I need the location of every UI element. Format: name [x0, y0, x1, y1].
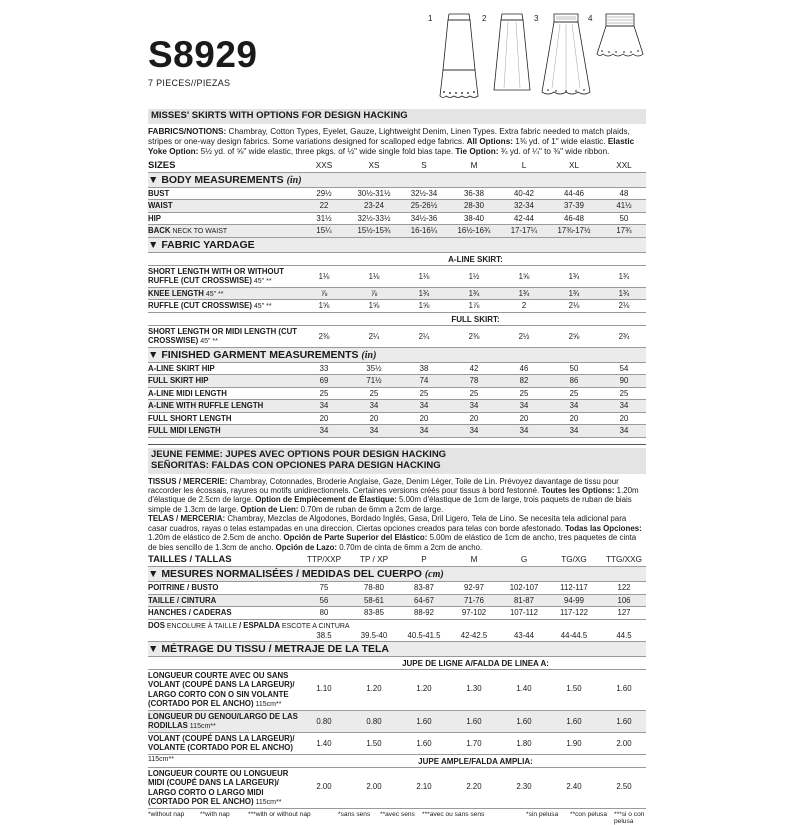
table-row	[148, 188, 646, 201]
value-cell: 82	[519, 376, 529, 386]
value-cell: 20	[619, 413, 629, 423]
skirt-figure-2	[482, 8, 539, 109]
row-label: LONGUEUR COURTE OU LONGUEUR MIDI (COUPÉ DANS LA LARGEUR)/ LARGO CORTO O LARGO MIDI (CORTADO POR EL ANCHO) 115cm**	[148, 768, 289, 806]
value-cell: 1.20	[366, 683, 382, 693]
value-cell: 1.70	[466, 738, 482, 748]
value-cell: 107-112	[509, 608, 539, 618]
value-cell: 1⅝	[518, 271, 530, 281]
value-cell: 34	[619, 401, 629, 411]
value-cell: G	[520, 555, 528, 565]
table-row	[148, 595, 646, 608]
value-cell: 122	[617, 583, 631, 593]
value-cell: 34	[469, 401, 479, 411]
value-cell: 38	[419, 363, 429, 373]
value-cell: 2⅛	[618, 301, 630, 311]
tissus-telas-text: TISSUS / MERCERIE: Chambray, Cotonnades, Broderie Anglaise, Gaze, Denim Léger, Toile de Lin. Prévoyez davantage de tissu pour raccorder les écossais, rayures ou motifs unidirectionnels. Certaines versions créés pour tissus à bord festonné. Toutes les Options: 1.20m d'élastique de 2.5cm de large. Option de Empiècement de Élastique: 5.00m d'élastique de 1cm de large, trois paquets de ruban de biais simple de 1.3cm de large. Option de Lien: 0.70m de ruban de 6mm a 2cm de large. TELAS / MERCERIA: Chambray, Mezclas de Algodones, Bordado Inglés, Gasa, Dril Ligero, Tela de Lino. Se necesita tela adicional para casar cuadros, rayas o telas estampadas en una direccion. Ciertas opciones creados para telas con borde afestonado. Todas las Opciones: 1.20m de elástico de 2.5cm de ancho. Opción de Parte Superior del Elástico: 5.00m de elástico de 1cm de ancho, tres paquetes de cinta de bies sencillo de 1.3cm de ancho. Opción de Lazo: 0.70m de cinta de 6mm a 2cm de ancho.	[148, 476, 642, 552]
value-cell: 2.20	[466, 781, 482, 791]
row-label: FULL SKIRT HIP	[148, 376, 209, 386]
value-cell: 20	[319, 413, 329, 423]
value-cell: XXS	[315, 160, 333, 170]
value-cell: 1.80	[516, 738, 532, 748]
value-cell: 38.5	[316, 630, 332, 640]
value-cell: 92-97	[464, 583, 484, 593]
value-cell: 0.80	[316, 716, 332, 726]
value-cell: 22	[319, 201, 329, 211]
row-label: VOLANT (COUPÉ DANS LA LARGEUR)/ VOLANTE (CORTADO POR EL ANCHO) 115cm**	[148, 733, 295, 763]
dos-label: DOS ENCOLURE À TAILLE / ESPALDA ESCOTE A CINTURA	[148, 620, 350, 630]
value-cell: XXL	[616, 160, 632, 170]
value-cell: 34	[369, 401, 379, 411]
table-row	[148, 388, 646, 401]
table-row	[148, 266, 646, 288]
value-cell: 2⅛	[568, 301, 580, 311]
table-row	[148, 300, 646, 313]
value-cell: 1⅝	[418, 301, 430, 311]
value-cell: 20	[369, 413, 379, 423]
value-cell: 2.00	[366, 781, 382, 791]
value-cell: 34	[619, 426, 629, 436]
value-cell: 44-46	[564, 188, 584, 198]
skirt-figure-4	[588, 8, 646, 73]
value-cell: 17¾	[616, 226, 632, 236]
value-cell: 2¾	[618, 331, 630, 341]
value-cell: 36-38	[464, 188, 484, 198]
value-cell: 50	[569, 363, 579, 373]
footnote: *sans sens	[338, 810, 371, 818]
value-cell: 34½-36	[410, 213, 438, 223]
value-cell: 1.60	[616, 683, 632, 693]
value-cell: ⅞	[320, 288, 328, 298]
value-cell: 34	[519, 401, 529, 411]
value-cell: 48	[619, 188, 629, 198]
jupe-ample-subheading: JUPE AMPLE/FALDA AMPLIA:	[148, 755, 646, 768]
value-cell: 88-92	[414, 608, 434, 618]
value-cell: 2.00	[316, 781, 332, 791]
value-cell: 41½	[616, 201, 632, 211]
figure-number: 1	[428, 14, 433, 23]
figure-number: 4	[588, 14, 593, 23]
pattern-number: S8929	[148, 34, 258, 75]
value-cell: 102-107	[509, 583, 539, 593]
value-cell: 33	[319, 363, 329, 373]
value-cell: 25	[319, 388, 329, 398]
value-cell: 34	[419, 401, 429, 411]
value-cell: 112-117	[560, 583, 588, 593]
value-cell: 2⅜	[318, 331, 330, 341]
dos-row	[148, 620, 646, 642]
row-label: SHORT LENGTH WITH OR WITHOUT RUFFLE (CUT CROSSWISE) 45" **	[148, 266, 284, 286]
value-cell: 1¾	[568, 288, 580, 298]
value-cell: 1.50	[566, 683, 582, 693]
value-cell: 86	[569, 376, 579, 386]
value-cell: 34	[419, 426, 429, 436]
table-row	[148, 670, 646, 711]
value-cell: 23-24	[364, 201, 384, 211]
value-cell: 17⅜-17½	[557, 226, 591, 236]
fabrics-notions-text: FABRICS/NOTIONS: Chambray, Cotton Types, Eyelet, Gauze, Lightweight Denim, Linen Types. Extra fabric needed to match plaids, stripes or one-way design fabrics. Some variations designed for scalloped edge fabrics. All Options: 1⅜ yd. of 1" wide elastic. Elastic Yoke Option: 5½ yd. of ⅝" wide elastic, three pkgs. of ½" wide single fold bias tape. Tie Option: ¾ yd. of ¼" to ⅜" wide ribbon.	[148, 126, 635, 157]
row-label: A-LINE SKIRT HIP	[148, 363, 215, 373]
value-cell: 1⅝	[368, 301, 380, 311]
metrage-heading: ▼ MÉTRAGE DU TISSU / METRAJE DE LA TELA	[148, 642, 646, 657]
value-cell: 34	[319, 401, 329, 411]
value-cell: TTG/XXG	[606, 555, 642, 565]
value-cell: XS	[368, 160, 380, 170]
table-row	[148, 326, 646, 348]
value-cell: 25	[369, 388, 379, 398]
table-row	[148, 400, 646, 413]
value-cell: 2½	[518, 331, 530, 341]
pattern-envelope-back	[148, 8, 646, 823]
value-cell: 46-48	[564, 213, 584, 223]
footnote: *sin pelusa	[526, 810, 559, 818]
header	[148, 8, 646, 108]
full-skirt-subheading: FULL SKIRT:	[148, 313, 646, 326]
row-label: FULL SHORT LENGTH	[148, 413, 232, 423]
value-cell: 117-122	[559, 608, 589, 618]
value-cell: 78-80	[364, 583, 384, 593]
jupe-ligne-subheading: JUPE DE LIGNE A/FALDA DE LINEA A:	[148, 657, 646, 670]
table-row	[148, 225, 646, 238]
value-cell: 28-30	[464, 201, 484, 211]
value-cell: TP / XP	[359, 555, 389, 565]
finished-measurements-heading: ▼ FINISHED GARMENT MEASUREMENTS (in)	[148, 348, 646, 363]
value-cell: M	[470, 555, 478, 565]
value-cell: 1¾	[468, 288, 480, 298]
value-cell: 25	[619, 388, 629, 398]
value-cell: 39.5-40	[360, 630, 388, 640]
row-label: BACK NECK TO WAIST	[148, 226, 228, 236]
fabric-yardage-heading: ▼ FABRIC YARDAGE	[148, 238, 646, 253]
table-row	[148, 607, 646, 620]
value-cell: 20	[519, 413, 529, 423]
skirt-figure-1	[428, 8, 487, 109]
value-cell: 2	[521, 301, 527, 311]
value-cell: 34	[569, 426, 579, 436]
value-cell: 1.90	[566, 738, 582, 748]
nap-footnotes	[148, 811, 646, 823]
row-label: FULL MIDI LENGTH	[148, 426, 221, 436]
value-cell: 2.50	[616, 781, 632, 791]
value-cell: S	[421, 160, 427, 170]
value-cell: 50	[619, 213, 629, 223]
value-cell: 1.60	[416, 738, 432, 748]
tailles-label: TAILLES / TALLAS	[148, 554, 232, 566]
value-cell: 71½	[366, 376, 382, 386]
value-cell: 43-44	[514, 630, 534, 640]
row-label: A-LINE MIDI LENGTH	[148, 388, 227, 398]
value-cell: 2¼	[418, 331, 430, 341]
tailles-row	[148, 554, 646, 567]
value-cell: 32-34	[514, 201, 534, 211]
figure-number: 2	[482, 14, 487, 23]
value-cell: 58-61	[364, 595, 384, 605]
skirt-figure-3	[534, 8, 592, 109]
value-cell: 38-40	[464, 213, 484, 223]
value-cell: 34	[519, 426, 529, 436]
value-cell: 1.60	[416, 716, 432, 726]
value-cell: 106	[617, 595, 631, 605]
value-cell: 20	[419, 413, 429, 423]
english-title: MISSES' SKIRTS WITH OPTIONS FOR DESIGN HACKING	[148, 109, 646, 124]
value-cell: TG/XG	[561, 555, 587, 565]
value-cell: 20	[569, 413, 579, 423]
value-cell: P	[421, 555, 427, 565]
value-cell: 32½-33½	[357, 213, 391, 223]
value-cell: 1¾	[568, 271, 580, 281]
value-cell: ⅞	[370, 288, 378, 298]
value-cell: 16-16¼	[410, 226, 438, 236]
footnote: *without nap	[148, 810, 185, 818]
footnote: **avec sens	[380, 810, 415, 818]
row-label: LONGUEUR DU GENOU/LARGO DE LAS RODILLAS 115cm**	[148, 711, 298, 731]
footnote: ***si o con pelusa	[614, 810, 645, 825]
value-cell: 34	[369, 426, 379, 436]
table-row	[148, 363, 646, 376]
value-cell: 1.20	[416, 683, 432, 693]
value-cell: 71-76	[464, 595, 484, 605]
value-cell: 78	[469, 376, 479, 386]
value-cell: 35½	[366, 363, 382, 373]
value-cell: 40.5-41.5	[407, 630, 441, 640]
row-label: LONGUEUR COURTE AVEC OU SANS VOLANT (COUPÉ DANS LA LARGEUR)/ LARGO CORTO CON O SIN VOLANTE (CORTADO POR EL ANCHO) 115cm**	[148, 670, 295, 708]
row-label: KNEE LENGTH 45" **	[148, 288, 224, 298]
value-cell: 25-26½	[410, 201, 438, 211]
value-cell: 34	[569, 401, 579, 411]
table-row	[148, 582, 646, 595]
footnote: ***avec ou sans sens	[422, 810, 485, 818]
full-short-skirt-icon	[594, 8, 646, 68]
value-cell: 34	[319, 426, 329, 436]
value-cell: 40-42	[514, 188, 534, 198]
row-label: RUFFLE (CUT CROSSWISE) 45" **	[148, 301, 272, 311]
value-cell: 30½-31½	[357, 188, 391, 198]
value-cell: 17-17¼	[510, 226, 538, 236]
row-label: A-LINE WITH RUFFLE LENGTH	[148, 401, 264, 411]
value-cell: 25	[469, 388, 479, 398]
value-cell: 2.40	[566, 781, 582, 791]
value-cell: 20	[469, 413, 479, 423]
footnote: ***with or without nap	[248, 810, 311, 818]
value-cell: 2¼	[368, 331, 380, 341]
value-cell: 1.60	[516, 716, 532, 726]
value-cell: 1.10	[316, 683, 332, 693]
table-row	[148, 425, 646, 438]
value-cell: 15¼	[316, 226, 332, 236]
body-measurements-heading: ▼ BODY MEASUREMENTS (in)	[148, 173, 646, 188]
table-row	[148, 288, 646, 301]
value-cell: 42	[469, 363, 479, 373]
value-cell: 1.40	[516, 683, 532, 693]
row-label: TAILLE / CINTURA	[148, 595, 217, 605]
value-cell: M	[470, 160, 478, 170]
value-cell: 83-87	[414, 583, 434, 593]
value-cell: 80	[319, 608, 329, 618]
value-cell: 1⅛	[318, 271, 330, 281]
skirt-illustrations	[420, 8, 646, 106]
value-cell: 0.80	[366, 716, 382, 726]
value-cell: 1¾	[518, 288, 530, 298]
table-row	[148, 200, 646, 213]
row-label: HIP	[148, 213, 161, 223]
value-cell: 34	[469, 426, 479, 436]
value-cell: 2.10	[416, 781, 432, 791]
value-cell: 64-67	[414, 595, 434, 605]
value-cell: 97-102	[461, 608, 487, 618]
value-cell: 94-99	[564, 595, 584, 605]
value-cell: 1.30	[466, 683, 482, 693]
row-label: BUST	[148, 188, 170, 198]
value-cell: 1.60	[466, 716, 482, 726]
value-cell: 1⅝	[318, 301, 330, 311]
value-cell: 83-85	[364, 608, 384, 618]
value-cell: 1½	[468, 271, 480, 281]
value-cell: 1¾	[418, 288, 430, 298]
aline-ruffle-skirt-icon	[434, 8, 487, 104]
value-cell: 54	[619, 363, 629, 373]
row-label: HANCHES / CADERAS	[148, 608, 232, 618]
figure-number: 3	[534, 14, 539, 23]
row-label: WAIST	[148, 201, 173, 211]
full-midi-skirt-icon	[540, 8, 592, 104]
value-cell: 74	[419, 376, 429, 386]
footnote: **con pelusa	[570, 810, 608, 818]
value-cell: 2.30	[516, 781, 532, 791]
value-cell: 1.60	[616, 716, 632, 726]
value-cell: 2⅜	[468, 331, 480, 341]
table-row	[148, 213, 646, 226]
value-cell: 32½-34	[410, 188, 438, 198]
french-spanish-title: JEUNE FEMME: JUPES AVEC OPTIONS POUR DESIGN HACKING SEÑORITAS: FALDAS CON OPCIONES PARA DESIGN HACKING	[148, 448, 646, 474]
pieces-count: 7 PIECES//PIEZAS	[148, 78, 231, 88]
sizes-row	[148, 160, 646, 173]
value-cell: 37-39	[564, 201, 584, 211]
table-row	[148, 768, 646, 809]
value-cell: TTP/XXP	[306, 555, 342, 565]
value-cell: 1.40	[316, 738, 332, 748]
value-cell: 1⅞	[468, 301, 480, 311]
value-cell: L	[521, 160, 527, 170]
table-row	[148, 711, 646, 733]
value-cell: 1.50	[366, 738, 382, 748]
row-label: POITRINE / BUSTO	[148, 583, 219, 593]
value-cell: 42-42.5	[460, 630, 488, 640]
value-cell: 81-87	[514, 595, 534, 605]
value-cell: 44-44.5	[560, 630, 588, 640]
value-cell: 25	[569, 388, 579, 398]
aline-midi-skirt-icon	[488, 8, 539, 104]
value-cell: XL	[568, 160, 579, 170]
value-cell: 29½	[316, 188, 332, 198]
aline-skirt-subheading: A-LINE SKIRT:	[148, 253, 646, 266]
value-cell: 90	[619, 376, 629, 386]
table-row	[148, 375, 646, 388]
mesures-heading: ▼ MESURES NORMALISÉES / MEDIDAS DEL CUERPO (cm)	[148, 567, 646, 582]
footnote: **with nap	[200, 810, 230, 818]
value-cell: 44.5	[616, 630, 632, 640]
row-label: SHORT LENGTH OR MIDI LENGTH (CUT CROSSWISE) 45" **	[148, 326, 297, 346]
value-cell: 1.60	[566, 716, 582, 726]
value-cell: 31½	[316, 213, 332, 223]
value-cell: 46	[519, 363, 529, 373]
value-cell: 1¾	[618, 271, 630, 281]
value-cell: 2.00	[616, 738, 632, 748]
sizes-label: SIZES	[148, 159, 176, 171]
value-cell: 56	[319, 595, 329, 605]
value-cell: 69	[319, 376, 329, 386]
value-cell: 1⅛	[418, 271, 430, 281]
table-row	[148, 413, 646, 426]
value-cell: 2⅝	[568, 331, 580, 341]
value-cell: 127	[617, 608, 631, 618]
value-cell: 25	[519, 388, 529, 398]
value-cell: 1¾	[618, 288, 630, 298]
value-cell: 75	[319, 583, 329, 593]
value-cell: 42-44	[514, 213, 534, 223]
value-cell: 16½-16¾	[457, 226, 491, 236]
value-cell: 15½-15¾	[357, 226, 391, 236]
value-cell: 25	[419, 388, 429, 398]
value-cell: 1⅛	[368, 271, 380, 281]
